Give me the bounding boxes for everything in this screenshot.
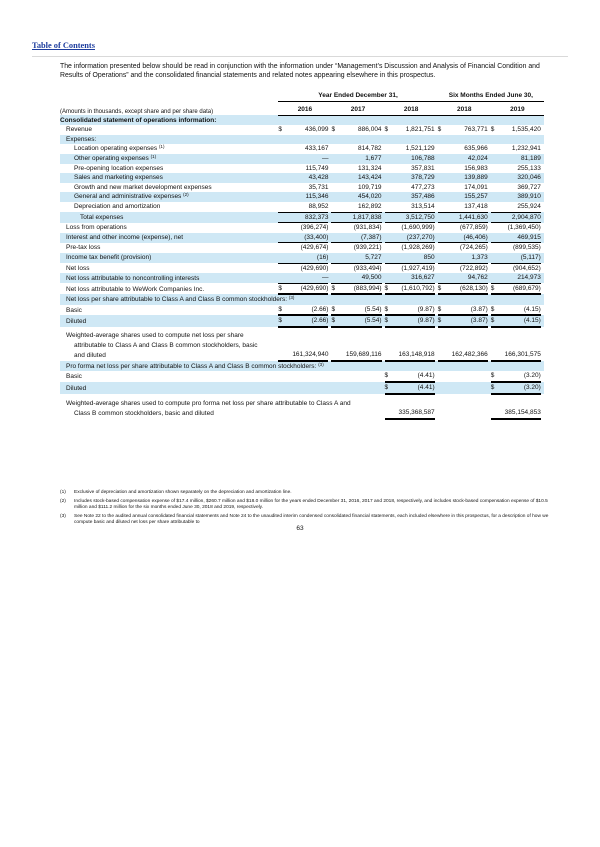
cell-value: (4.41) bbox=[392, 371, 435, 382]
cell-value: 35,731 bbox=[308, 183, 329, 191]
cell-value: (429,674) bbox=[300, 244, 329, 252]
row-label: Weighted-average shares used to compute pro forma net loss per share attributable to Class A and bbox=[66, 399, 351, 407]
cell-value: 5,727 bbox=[338, 253, 381, 263]
cell-value: (3.20) bbox=[498, 371, 541, 382]
table-row bbox=[60, 154, 544, 164]
cell-value: 255,133 bbox=[517, 164, 541, 172]
cell-value: (1,369,450) bbox=[507, 224, 541, 232]
cell-value: (16) bbox=[285, 253, 328, 263]
table-row bbox=[60, 212, 544, 223]
cell-value: 255,924 bbox=[498, 202, 541, 212]
year-col-2018-h1: 2018 bbox=[438, 101, 491, 115]
table-row bbox=[60, 315, 544, 327]
cell-value: (722,892) bbox=[459, 264, 488, 272]
table-row bbox=[60, 144, 544, 154]
table-row bbox=[60, 305, 544, 316]
cell-value: 886,004 bbox=[358, 126, 382, 134]
row-label: Diluted bbox=[60, 315, 278, 327]
cell-value: (237,270) bbox=[392, 233, 435, 243]
year-col-2016: 2016 bbox=[278, 101, 331, 115]
table-row bbox=[60, 202, 544, 212]
table-row bbox=[60, 382, 544, 394]
currency-sign: $ bbox=[491, 382, 498, 394]
cell-value: 1,535,420 bbox=[511, 126, 541, 134]
currency-sign: $ bbox=[438, 283, 445, 294]
table-row bbox=[60, 243, 544, 253]
currency-sign: $ bbox=[278, 315, 285, 327]
table-row bbox=[60, 233, 544, 243]
table-row bbox=[60, 263, 544, 273]
cell-value: (883,994) bbox=[338, 283, 381, 294]
footnote-mark: (2) bbox=[60, 499, 66, 504]
cell-value: (1,690,999) bbox=[401, 224, 435, 232]
cell-value: 88,952 bbox=[285, 202, 328, 212]
footnote-ref: (3) bbox=[318, 361, 324, 367]
footnote-ref: (1) bbox=[158, 144, 165, 150]
financial-table bbox=[60, 91, 544, 420]
cell-value: 763,771 bbox=[464, 126, 488, 134]
cell-value: (9.87) bbox=[392, 305, 435, 316]
row-label: Loss from operations bbox=[66, 224, 127, 232]
row-label: General and administrative expenses $^{(2)}$ bbox=[60, 192, 278, 202]
cell-value: 436,099 bbox=[304, 126, 329, 134]
row-label: Basic bbox=[66, 306, 82, 314]
cell-value: (933,494) bbox=[353, 264, 382, 272]
currency-sign: $ bbox=[331, 126, 336, 134]
row-label: Depreciation and amortization bbox=[74, 203, 161, 211]
cell-value: 43,428 bbox=[285, 173, 328, 183]
cell-value: (2.66) bbox=[285, 315, 328, 327]
proforma-heading: Pro forma net loss per share attributable to Class A and Class B common stockholders: $^{(3)}$ bbox=[60, 361, 544, 372]
row-label: and diluted bbox=[74, 352, 106, 360]
cell-value: 115,346 bbox=[285, 192, 328, 202]
cell-value: (1,610,792) bbox=[392, 283, 435, 294]
currency-sign: $ bbox=[491, 315, 498, 327]
cell-value: 137,418 bbox=[445, 202, 488, 212]
footnote bbox=[60, 499, 550, 511]
currency-sign: $ bbox=[385, 283, 392, 294]
footnote-mark: (1) bbox=[60, 490, 66, 495]
cell-value: (429,690) bbox=[300, 264, 329, 272]
cell-value: 378,729 bbox=[392, 173, 435, 183]
table-row bbox=[60, 371, 544, 382]
row-label: Pre-tax loss bbox=[66, 244, 101, 252]
footnote-ref: (2) bbox=[183, 192, 189, 198]
currency-sign: $ bbox=[491, 305, 498, 316]
row-label: Class B common stockholders, basic and diluted bbox=[74, 410, 214, 418]
cell-value: 1,817,838 bbox=[338, 212, 381, 223]
cell-value: (46,406) bbox=[445, 233, 488, 243]
cell-value: 163,148,918 bbox=[392, 350, 435, 361]
row-label: Income tax benefit (provision) bbox=[60, 253, 278, 263]
period-header-annual: Year Ended December 31, bbox=[278, 91, 437, 101]
cell-value: (3.20) bbox=[498, 382, 541, 394]
footnote-text: Exclusive of depreciation and amortization shown separately on the depreciation and amortization line. bbox=[74, 490, 292, 495]
cell-value: 316,627 bbox=[392, 273, 435, 283]
cell-value: (1,927,419) bbox=[401, 264, 435, 272]
table-row bbox=[60, 223, 544, 233]
row-label: Basic bbox=[66, 373, 82, 381]
cell-value: 49,500 bbox=[338, 273, 381, 283]
cell-value: (4.41) bbox=[392, 382, 435, 394]
currency-sign: $ bbox=[278, 283, 285, 294]
cell-value: 850 bbox=[392, 253, 435, 263]
footnote bbox=[60, 490, 550, 496]
cell-value: 156,983 bbox=[464, 164, 488, 172]
row-label: attributable to Class A and Class B common stockholders, basic bbox=[74, 341, 258, 349]
cell-value: 166,301,575 bbox=[498, 350, 541, 361]
cell-value: 42,024 bbox=[445, 154, 488, 164]
cell-value: (4.15) bbox=[498, 305, 541, 316]
cell-value: (5,117) bbox=[498, 253, 541, 263]
cell-value: (677,859) bbox=[459, 224, 488, 232]
cell-value: 159,689,116 bbox=[338, 350, 381, 361]
cell-value: (3.87) bbox=[445, 315, 488, 327]
table-row bbox=[60, 341, 544, 351]
section-title: Consolidated statement of operations information: bbox=[60, 115, 544, 125]
cell-value: (3.87) bbox=[445, 305, 488, 316]
currency-sign: $ bbox=[437, 126, 442, 134]
cell-value: — bbox=[285, 154, 328, 164]
currency-sign: $ bbox=[331, 315, 338, 327]
row-label: Growth and new market development expenses bbox=[74, 183, 212, 191]
cell-value: (5.54) bbox=[338, 305, 381, 316]
row-label: Diluted bbox=[60, 382, 278, 394]
cell-value: 313,514 bbox=[392, 202, 435, 212]
cell-value: 1,821,751 bbox=[405, 126, 435, 134]
cell-value: (628,130) bbox=[445, 283, 488, 294]
cell-value: (429,690) bbox=[285, 283, 328, 294]
cell-value: (7,387) bbox=[338, 233, 381, 243]
cell-value: 106,788 bbox=[392, 154, 435, 164]
eps-heading: Net loss per share attributable to Class A and Class B common stockholders: $^{(3)}$ bbox=[60, 294, 544, 305]
currency-sign: $ bbox=[278, 305, 285, 316]
cell-value: 155,257 bbox=[445, 192, 488, 202]
cell-value: 320,046 bbox=[498, 173, 541, 183]
cell-value: 81,189 bbox=[498, 154, 541, 164]
cell-value: (931,834) bbox=[353, 224, 382, 232]
year-col-2017: 2017 bbox=[331, 101, 384, 115]
currency-sign: $ bbox=[278, 126, 283, 134]
cell-value: 477,273 bbox=[411, 183, 435, 191]
cell-value: — bbox=[285, 273, 328, 283]
page-number: 63 bbox=[296, 525, 304, 532]
currency-sign: $ bbox=[490, 126, 495, 134]
cell-value: (396,274) bbox=[300, 224, 329, 232]
row-label: Total expenses bbox=[60, 212, 278, 223]
row-label: Net loss bbox=[66, 264, 90, 272]
currency-sign: $ bbox=[331, 283, 338, 294]
row-label: Sales and marketing expenses bbox=[60, 173, 278, 183]
cell-value: 1,441,630 bbox=[445, 212, 488, 223]
footnote-text: Includes stock-based compensation expense of $17.4 million, $260.7 million and $18.0 million for the years ended December 31, 2016, 2017 and 2018, respectively, and includes stock-based compensation expense of $10.5 million and $111.2 million for the six months ended June 30, 2018 and 2019, respectively. bbox=[74, 499, 548, 510]
cell-value: 385,154,853 bbox=[498, 408, 541, 419]
currency-sign: $ bbox=[385, 315, 392, 327]
cell-value: 214,973 bbox=[498, 273, 541, 283]
cell-value: 161,324,940 bbox=[285, 350, 328, 361]
cell-value: 162,482,366 bbox=[445, 350, 488, 361]
cell-value: (5.54) bbox=[338, 315, 381, 327]
table-row bbox=[60, 173, 544, 183]
cell-value: (33,400) bbox=[285, 233, 328, 243]
cell-value: 3,512,750 bbox=[392, 212, 435, 223]
table-row bbox=[60, 283, 544, 294]
currency-sign: $ bbox=[438, 305, 445, 316]
table-row bbox=[60, 327, 544, 341]
expenses-heading: Expenses: bbox=[60, 135, 544, 145]
footnote-text: See Note 22 to the audited annual consolidated financial statements and Note 24 to the unaudited interim condensed consolidated financial statements, each included elsewhere in this prospectus, for a description of how we compute basic and diluted net loss per share attributable to bbox=[74, 514, 549, 525]
currency-sign: $ bbox=[385, 371, 392, 382]
table-row bbox=[60, 394, 544, 409]
cell-value: (2.66) bbox=[285, 305, 328, 316]
cell-value: 433,167 bbox=[304, 145, 329, 153]
cell-value: 139,889 bbox=[445, 173, 488, 183]
cell-value: (724,265) bbox=[459, 244, 488, 252]
footnotes bbox=[60, 490, 550, 529]
table-row bbox=[60, 273, 544, 283]
cell-value: 369,727 bbox=[517, 183, 541, 191]
cell-value: 357,486 bbox=[392, 192, 435, 202]
table-of-contents-link[interactable]: Table of Contents bbox=[32, 41, 95, 50]
footnote-mark: (3) bbox=[60, 514, 66, 519]
footnote-ref: (3) bbox=[288, 295, 295, 301]
cell-value: 143,424 bbox=[338, 173, 381, 183]
cell-value: (9.87) bbox=[392, 315, 435, 327]
cell-value: 1,677 bbox=[338, 154, 381, 164]
cell-value: 635,966 bbox=[464, 145, 488, 153]
row-label: Location operating expenses $^{(1)}$ bbox=[74, 144, 165, 153]
table-row bbox=[60, 350, 544, 361]
cell-value: (1,928,269) bbox=[401, 244, 435, 252]
cell-value: 335,368,587 bbox=[392, 408, 435, 419]
units-note: (Amounts in thousands, except share and per share data) bbox=[60, 108, 214, 115]
row-label: Net loss attributable to WeWork Companies Inc. bbox=[66, 285, 205, 293]
cell-value: 832,373 bbox=[285, 212, 328, 223]
table-row bbox=[60, 164, 544, 174]
header-divider bbox=[32, 56, 568, 57]
intro-paragraph: The information presented below should be read in conjunction with the information under “Management’s Discussion and Analysis of Financial Condition and Results of Operations” and the consolidated financial statements and related notes appearing elsewhere in this prospectus. bbox=[60, 63, 540, 80]
cell-value: 109,719 bbox=[358, 183, 382, 191]
row-label: Other operating expenses $^{(1)}$ bbox=[60, 154, 278, 164]
period-header-sixmonth: Six Months Ended June 30, bbox=[438, 91, 544, 101]
currency-sign: $ bbox=[384, 126, 389, 134]
cell-value: (904,652) bbox=[513, 264, 541, 272]
table-row bbox=[60, 183, 544, 193]
row-label: Net loss attributable to noncontrolling interests bbox=[60, 273, 278, 283]
currency-sign: $ bbox=[491, 371, 498, 382]
cell-value: 1,373 bbox=[445, 253, 488, 263]
cell-value: 1,521,129 bbox=[405, 145, 435, 153]
currency-sign: $ bbox=[438, 315, 445, 327]
row-label: Revenue bbox=[66, 126, 93, 134]
cell-value: 94,762 bbox=[445, 273, 488, 283]
footnote-ref: (1) bbox=[150, 153, 157, 159]
cell-value: (689,679) bbox=[498, 283, 541, 294]
row-label: Interest and other income (expense), net bbox=[60, 233, 278, 243]
cell-value: 814,782 bbox=[358, 145, 382, 153]
table-row bbox=[60, 253, 544, 263]
currency-sign: $ bbox=[491, 283, 498, 294]
cell-value: (899,535) bbox=[513, 244, 541, 252]
table-row bbox=[60, 408, 544, 419]
row-label: Pre-opening location expenses bbox=[74, 164, 164, 172]
cell-value: 357,831 bbox=[411, 164, 435, 172]
table-row bbox=[60, 192, 544, 202]
year-col-2019-h1: 2019 bbox=[491, 101, 544, 115]
cell-value: 162,892 bbox=[338, 202, 381, 212]
currency-sign: $ bbox=[331, 305, 338, 316]
cell-value: (939,221) bbox=[353, 244, 382, 252]
currency-sign: $ bbox=[385, 382, 392, 394]
year-col-2018: 2018 bbox=[385, 101, 438, 115]
cell-value: 469,915 bbox=[498, 233, 541, 243]
cell-value: 2,904,870 bbox=[498, 212, 541, 223]
row-label: Weighted-average shares used to compute net loss per share bbox=[66, 332, 244, 340]
cell-value: 454,020 bbox=[338, 192, 381, 202]
cell-value: 131,324 bbox=[358, 164, 382, 172]
cell-value: (4.15) bbox=[498, 315, 541, 327]
currency-sign: $ bbox=[385, 305, 392, 316]
cell-value: 389,910 bbox=[498, 192, 541, 202]
table-row bbox=[60, 125, 544, 135]
cell-value: 174,091 bbox=[464, 183, 488, 191]
cell-value: 1,232,941 bbox=[511, 145, 541, 153]
cell-value: 115,749 bbox=[305, 164, 329, 172]
